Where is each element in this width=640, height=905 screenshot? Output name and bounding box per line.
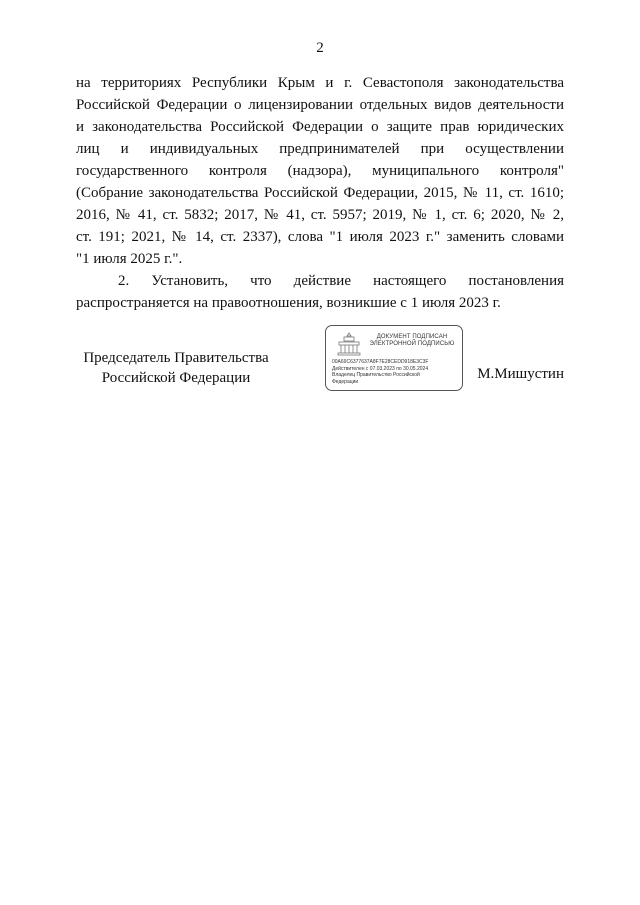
body-line: и законодательства Российской Федерации о защите прав юридических xyxy=(76,119,564,135)
body-line: Российской Федерации о лицензировании отдельных видов деятельности xyxy=(76,97,564,113)
body-line: 2016, № 41, ст. 5832; 2017, № 41, ст. 5957; 2019, № 1, ст. 6; 2020, № 2, xyxy=(76,207,564,223)
stamp-owner: Федерации xyxy=(332,378,359,385)
stamp-heading-line: ЭЛЕКТРОННОЙ ПОДПИСЬЮ xyxy=(369,341,455,347)
signer-title-line: Российской Федерации xyxy=(101,370,251,386)
signer-name: М.Мишустин xyxy=(477,366,564,382)
stamp-details xyxy=(332,359,458,385)
stamp-owner: Владелец Правительство Российской xyxy=(332,372,420,378)
body-line: "1 июля 2025 г.". xyxy=(76,251,183,267)
body-line: распространяется на правоотношения, возникшие с 1 июля 2023 г. xyxy=(76,295,501,311)
stamp-heading-line: ДОКУМЕНТ ПОДПИСАН xyxy=(376,334,448,340)
signer-title-line: Председатель Правительства xyxy=(83,350,269,366)
government-emblem-icon xyxy=(336,331,362,357)
body-line: ст. 191; 2021, № 14, ст. 2337), слова "1 июля 2023 г." заменить словами xyxy=(76,229,564,245)
body-line: на территориях Республики Крым и г. Севастополя законодательства xyxy=(76,75,564,91)
page-number: 2 xyxy=(316,40,324,56)
body-line: лиц и индивидуальных предпринимателей при осуществлении xyxy=(76,141,564,157)
body-line: (Собрание законодательства Российской Федерации, 2015, № 11, ст. 1610; xyxy=(76,185,564,201)
stamp-validity: Действителен с 07.03.2023 по 30.05.2024 xyxy=(332,365,429,372)
stamp-heading xyxy=(364,334,460,348)
body-text xyxy=(76,72,564,314)
body-line: 2. Установить, что действие настоящего постановления xyxy=(118,273,564,289)
electronic-signature-stamp xyxy=(325,325,463,391)
stamp-certificate: 00A69C6377637A8F7E28CEDD918E3C3F xyxy=(332,359,429,365)
body-line: государственного контроля (надзора), муниципального контроля" xyxy=(76,163,564,179)
signer-title xyxy=(76,348,276,388)
